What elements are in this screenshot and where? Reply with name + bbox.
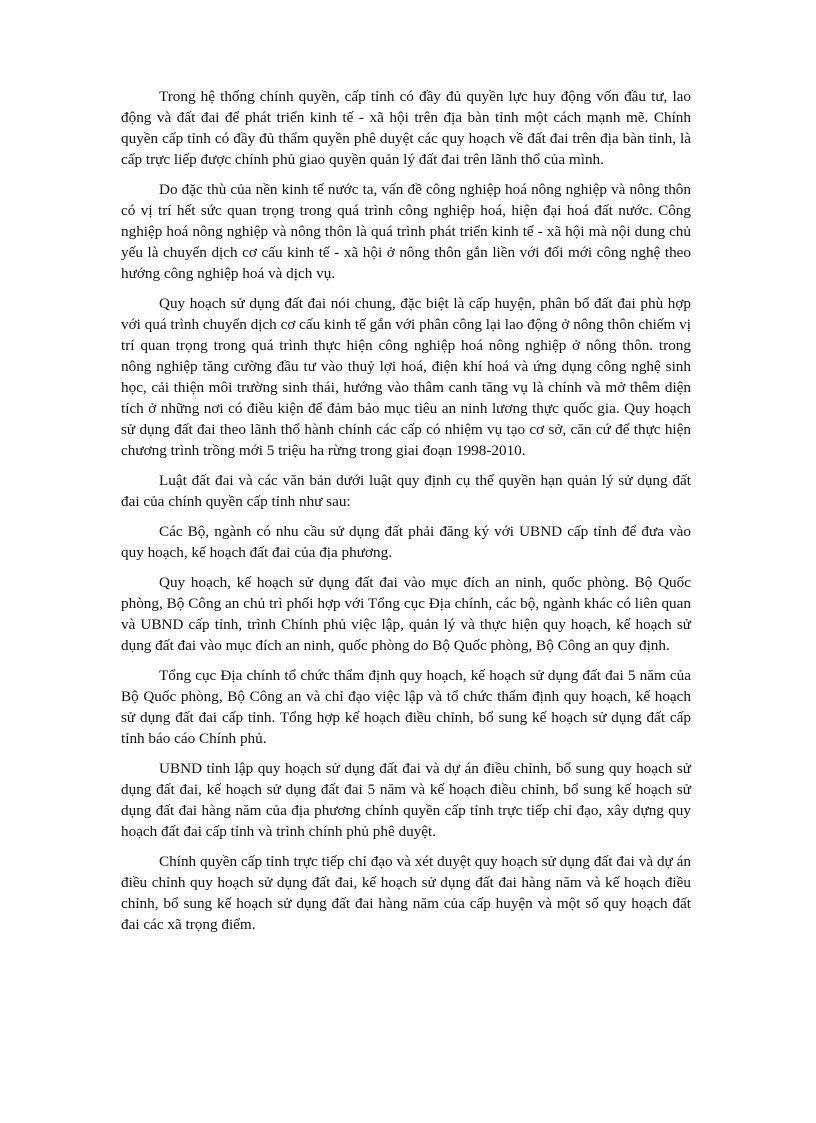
paragraph-8: UBND tỉnh lập quy hoạch sử dụng đất đai và dự án điều chỉnh, bổ sung quy hoạch sử dụng đất đai, kế hoạch sử dụng đất đai 5 năm và kế hoạch điều chỉnh, bổ sung kế hoạch sử dụng đất đai hàng năm của địa phương chính quyền cấp tỉnh trực tiếp chỉ đạo, xây dựng quy hoạch đất đai cấp tỉnh và trình chính phủ phê duyệt. xyxy=(121,760,691,840)
paragraph-6: Quy hoạch, kế hoạch sử dụng đất đai vào mục đích an ninh, quốc phòng. Bộ Quốc phòng, Bộ Công an chủ trì phối hợp với Tổng cục Địa chính, các bộ, ngành khác có liên quan và UBND cấp tỉnh, trình Chính phủ việc lập, quản lý và thực hiện quy hoạch, kế hoạch sử dụng đất đai vào mục đích an ninh, quốc phòng do Bộ Quốc phòng, Bộ Công an quy định. xyxy=(121,574,691,654)
paragraph-7: Tổng cục Địa chính tổ chức thẩm định quy hoạch, kế hoạch sử dụng đất đai 5 năm của Bộ Quốc phòng, Bộ Công an và chỉ đạo việc lập và tổ chức thẩm định quy hoạch, kế hoạch sử dụng đất đai cấp tỉnh. Tổng hợp kế hoạch điều chỉnh, bổ sung kế hoạch sử dụng đất cấp tỉnh báo cáo Chính phủ. xyxy=(121,667,691,747)
document-body xyxy=(121,86,691,944)
paragraph-2: Do đặc thù của nền kinh tế nước ta, vấn đề công nghiệp hoá nông nghiệp và nông thôn có vị trí hết sức quan trọng trong quá trình công nghiệp hoá, hiện đại hoá đất nước. Công nghiệp hoá nông nghiệp và nông thôn là quá trình phát triển kinh tế - xã hội mà nội dung chủ yếu là chuyển dịch cơ cấu kinh tế - xã hội ở nông thôn gắn liền với đổi mới công nghệ theo hướng công nghiệp hoá và dịch vụ. xyxy=(121,181,691,282)
paragraph-1: Trong hệ thống chính quyền, cấp tỉnh có đầy đủ quyền lực huy động vốn đầu tư, lao động và đất đai để phát triển kinh tế - xã hội trên địa bàn tỉnh một cách mạnh mẽ. Chính quyền cấp tỉnh có đầy đủ thẩm quyền phê duyệt các quy hoạch về đất đai trên địa bàn tỉnh, là cấp trực liếp được chính phủ giao quyền quản lý đất đai trên lãnh thổ của mình. xyxy=(121,88,691,168)
paragraph-5: Các Bộ, ngành có nhu cầu sử dụng đất phải đăng ký với UBND cấp tỉnh để đưa vào quy hoạch, kế hoạch đất đai của địa phương. xyxy=(121,523,691,561)
paragraph-9: Chính quyền cấp tỉnh trực tiếp chỉ đạo và xét duyệt quy hoạch sử dụng đất đai và dự án điều chỉnh quy hoạch sử dụng đất đai, kế hoạch sử dụng đất đai hàng năm và kế hoạch điều chỉnh, bổ sung kế hoạch sử dụng đất đai hàng năm của cấp huyện và một số quy hoạch đất đai các xã trọng điểm. xyxy=(121,853,691,933)
paragraph-3: Quy hoạch sử dụng đất đai nói chung, đặc biệt là cấp huyện, phân bổ đất đai phù hợp với quá trình chuyển dịch cơ cấu kinh tế gắn với phân công lại lao động ở nông thôn chiếm vị trí quan trọng trong quá trình thực hiện công nghiệp hoá nông nghiệp ở nông thôn. trong nông nghiệp tăng cường đầu tư vào thuỷ lợi hoá, điện khí hoá và ứng dụng công nghệ sinh học, cải thiện môi trường sinh thái, hướng vào thâm canh tăng vụ là chính và mở thêm diện tích ở những nơi có điều kiện để đảm bảo mục tiêu an ninh lương thực quốc gia. Quy hoạch sử dụng đất đai theo lãnh thổ hành chính các cấp có nhiệm vụ tạo cơ sở, căn cứ để thực hiện chương trình trồng mới 5 triệu ha rừng trong giai đoạn 1998-2010. xyxy=(121,295,691,459)
paragraph-4: Luật đất đai và các văn bản dưới luật quy định cụ thể quyền hạn quản lý sử dụng đất đai của chính quyền cấp tỉnh như sau: xyxy=(121,472,691,510)
